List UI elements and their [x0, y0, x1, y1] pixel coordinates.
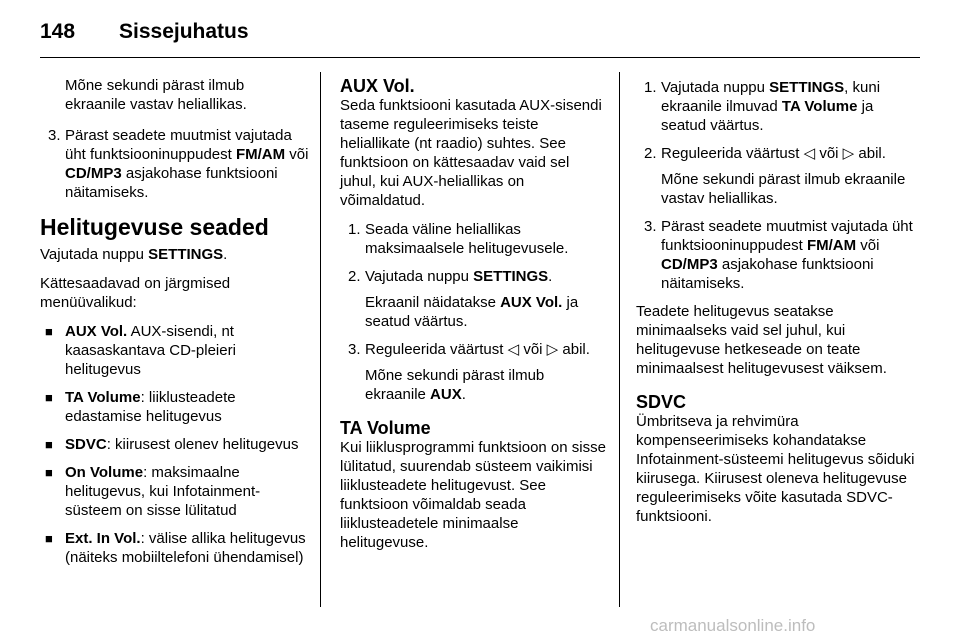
step-2: 2. Vajutada nuppu SETTINGS. Ekraanil näidatakse AUX Vol. ja seatud väärtus. [348, 268, 579, 330]
step-1: 1. Seada väline heliallikas maksimaalsele helitugevusele. [348, 221, 569, 257]
right-arrow-icon: ▷ [546, 341, 559, 358]
list-item: ■ SDVC: kiirusest olenev helitugevus [45, 436, 299, 453]
paragraph: Ümbritseva ja rehvimüra kompenseerimiseks kohandatakse Infotainment-süsteemi helitugevus sõiduki kiirusega. Kiirusest oleneva helitugevuse reguleerimiseks võite kasutada SDVC-funktsiooni. [636, 413, 915, 525]
left-arrow-icon: ◁ [507, 341, 520, 358]
bullet-icon: ■ [45, 324, 53, 339]
page-title: Sissejuhatus [119, 20, 249, 43]
step-3: 3. Pärast seadete muutmist vajutada üht funktsiooninuppudest FM/AM või CD/MP3 asjakohase funktsiooni näitamiseks. [48, 127, 309, 201]
list-item: ■ Ext. In Vol.: välise allika helitugevus (näiteks mobiiltelefoni ühendamisel) [45, 530, 306, 566]
left-arrow-icon: ◁ [803, 145, 816, 162]
page-number: 148 [40, 20, 76, 43]
cd-mp3-button-label: CD/MP3 [65, 165, 122, 182]
page-header [40, 0, 920, 58]
section-heading-volume-settings: Helitugevuse seaded [40, 214, 269, 240]
column-2 [340, 76, 606, 562]
paragraph: Teadete helitugevus seatakse minimaalseks vaid sel juhul, kui helitugevuse hetkeseade on teate minimaalsest helitugevusest väiksem. [636, 303, 887, 377]
header-divider [40, 57, 920, 58]
watermark: carmanualsonline.info [650, 616, 816, 635]
step-3: 3. Reguleerida väärtust ◁ või ▷ abil. Mõne sekundi pärast ilmub ekraanile AUX. [348, 341, 590, 403]
step-number: 3. [48, 127, 61, 144]
step-1: 1. Vajutada nuppu SETTINGS, kuni ekraanile ilmuvad TA Volume ja seatud väärtus. [644, 79, 881, 134]
fm-am-button-label: FM/AM [235, 146, 286, 163]
cd-mp3-button-label: CD/MP3 [661, 256, 718, 273]
step-number: 2. [644, 145, 657, 162]
step-number: 1. [644, 79, 657, 96]
column-divider-1 [320, 72, 321, 607]
section-heading-aux-vol: AUX Vol. [340, 76, 415, 96]
list-item: ■ AUX Vol. AUX-sisendi, nt kaasaskantava CD-pleieri helitugevus [45, 323, 236, 378]
step-2: 2. Reguleerida väärtust ◁ või ▷ abil. Mõne sekundi pärast ilmub ekraanile vastav heliallikas. [644, 145, 906, 207]
step-number: 3. [644, 218, 657, 235]
section-heading-sdvc: SDVC [636, 392, 687, 412]
bullet-icon: ■ [45, 465, 53, 480]
section-heading-ta-volume: TA Volume [340, 418, 431, 438]
right-arrow-icon: ▷ [842, 145, 855, 162]
step-number: 3. [348, 341, 361, 358]
bullet-icon: ■ [45, 437, 53, 452]
column-divider-2 [619, 72, 620, 607]
list-item: ■ On Volume: maksimaalne helitugevus, kui Infotainment-süsteem on sisse lülitatud [45, 464, 261, 519]
bullet-icon: ■ [45, 531, 53, 546]
fm-am-button-label: FM/AM [806, 237, 857, 254]
bullet-icon: ■ [45, 390, 53, 405]
paragraph: Kättesaadavad on järgmised menüüvalikud: [40, 275, 231, 311]
column-3 [636, 78, 920, 536]
step-3: 3. Pärast seadete muutmist vajutada üht funktsiooninuppudest FM/AM või CD/MP3 asjakohase funktsiooni näitamiseks. [644, 218, 913, 292]
continued-text: Mõne sekundi pärast ilmub ekraanile vastav heliallikas. [65, 77, 247, 113]
list-item: ■ TA Volume: liiklusteadete edastamise helitugevus [45, 389, 236, 425]
paragraph: Vajutada nuppu SETTINGS. [40, 246, 228, 263]
column-1 [40, 76, 312, 576]
paragraph: Seda funktsiooni kasutada AUX-sisendi taseme reguleerimiseks teiste heliallikate (nt raadio) suhtes. See funktsioon on kättesaadav vaid sel juhul, kui AUX-heliallikas on võimaldatud. [340, 97, 602, 209]
step-number: 2. [348, 268, 361, 285]
paragraph: Kui liiklusprogrammi funktsioon on sisse lülitatud, suurendab süsteem vaikimisi liiklusteadete helitugevust. See funktsioon võimaldab seada liiklusteadetele minimaalse helitugevuse. [340, 439, 606, 551]
step-number: 1. [348, 221, 361, 238]
